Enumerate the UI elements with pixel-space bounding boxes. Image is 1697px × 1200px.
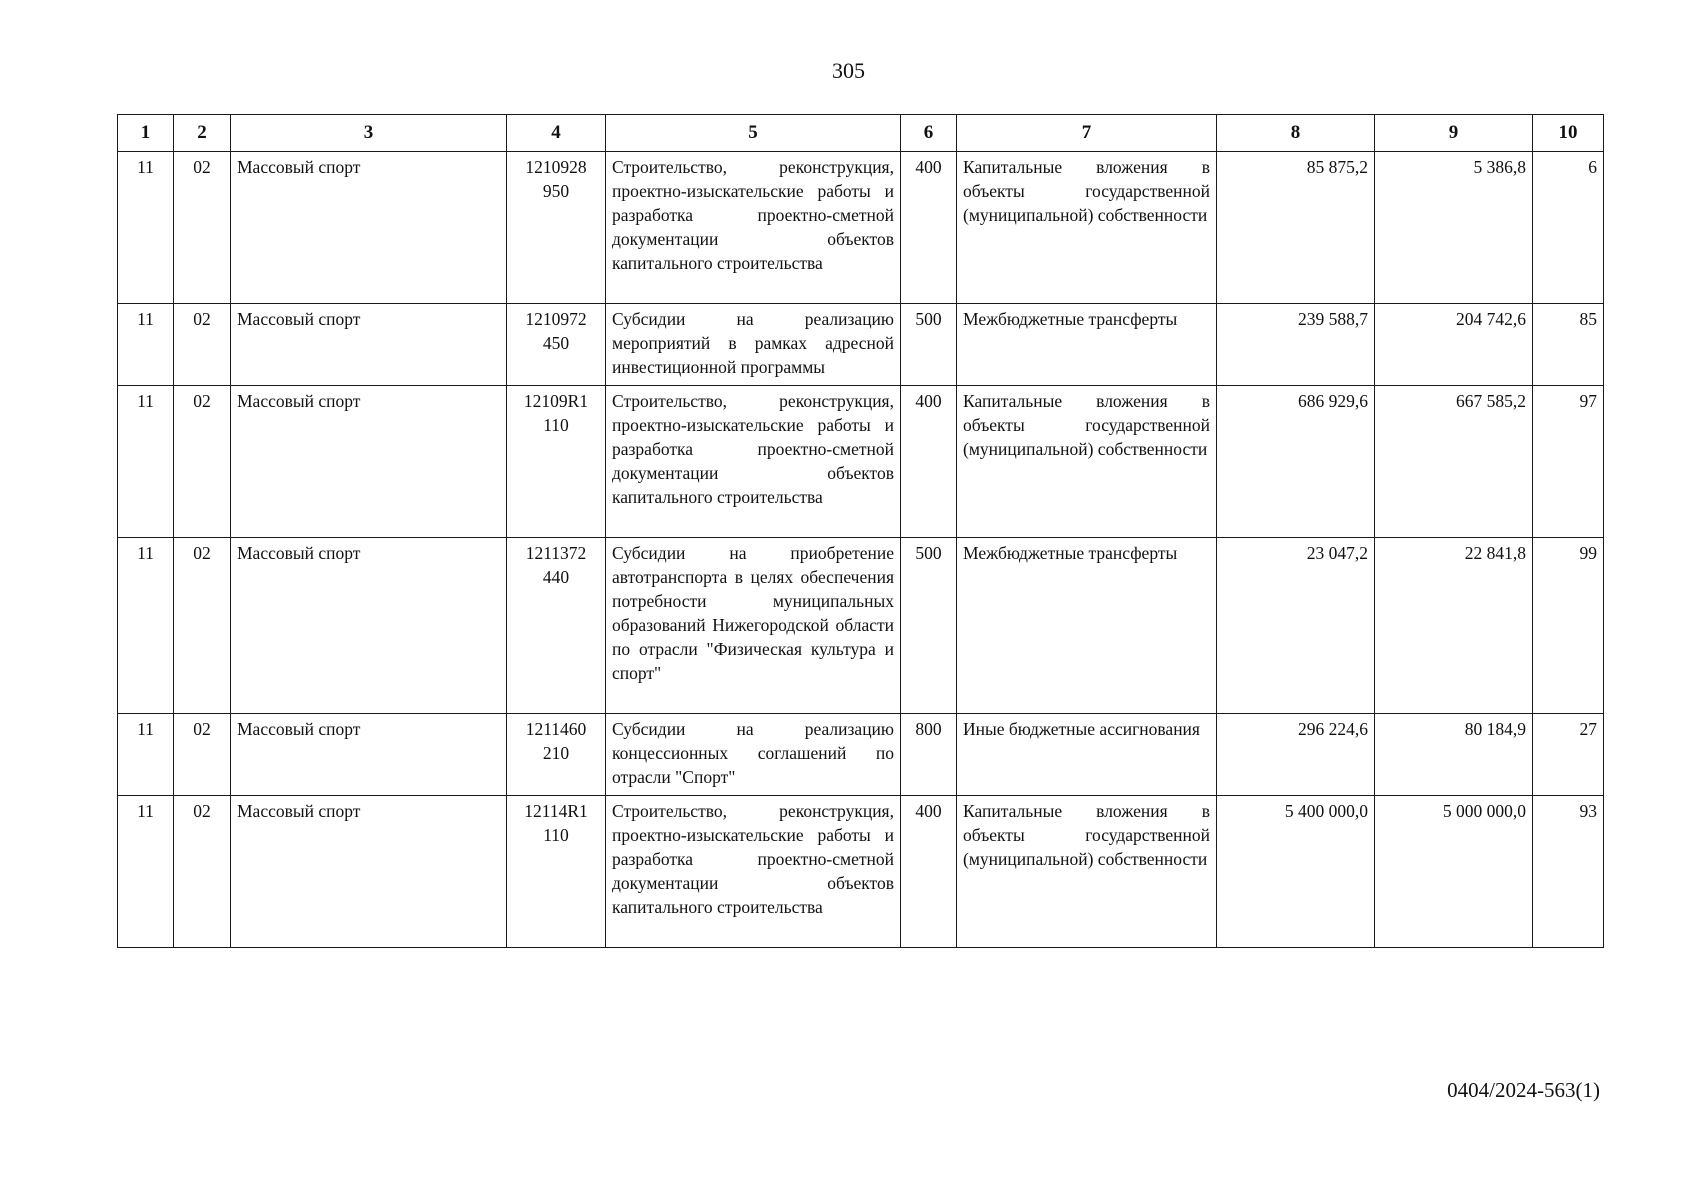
section-code: 11 [118, 304, 174, 386]
target-article-code: 12114R1 110 [507, 796, 606, 948]
amount-col8: 5 400 000,0 [1217, 796, 1375, 948]
column-header: 9 [1375, 115, 1533, 152]
budget-table [117, 114, 1604, 948]
column-header: 3 [231, 115, 507, 152]
expense-type-name: Межбюджетные трансферты [957, 538, 1217, 714]
target-article-name: Субсидии на реализацию мероприятий в рамках адресной инвестиционной программы [606, 304, 901, 386]
expense-type-name: Капитальные вложения в объекты государственной (муниципальной) собственности [957, 386, 1217, 538]
table-row [118, 304, 1604, 386]
percent-col10: 85 [1533, 304, 1604, 386]
expense-type-code: 500 [901, 538, 957, 714]
subsection-code: 02 [174, 304, 231, 386]
target-article-code: 12109R1 110 [507, 386, 606, 538]
subsection-name: Массовый спорт [231, 152, 507, 304]
subsection-code: 02 [174, 386, 231, 538]
subsection-code: 02 [174, 538, 231, 714]
subsection-name: Массовый спорт [231, 386, 507, 538]
amount-col9: 667 585,2 [1375, 386, 1533, 538]
expense-type-name: Иные бюджетные ассигнования [957, 714, 1217, 796]
column-header: 1 [118, 115, 174, 152]
section-code: 11 [118, 538, 174, 714]
subsection-name: Массовый спорт [231, 538, 507, 714]
column-header: 2 [174, 115, 231, 152]
amount-col8: 239 588,7 [1217, 304, 1375, 386]
subsection-code: 02 [174, 796, 231, 948]
target-article-code: 1211460 210 [507, 714, 606, 796]
document-id: 0404/2024-563(1) [1447, 1078, 1600, 1102]
expense-type-code: 400 [901, 386, 957, 538]
header-row [118, 115, 1604, 152]
section-code: 11 [118, 152, 174, 304]
expense-type-name: Межбюджетные трансферты [957, 304, 1217, 386]
amount-col9: 22 841,8 [1375, 538, 1533, 714]
amount-col9: 5 000 000,0 [1375, 796, 1533, 948]
percent-col10: 27 [1533, 714, 1604, 796]
table-row [118, 152, 1604, 304]
amount-col8: 296 224,6 [1217, 714, 1375, 796]
amount-col9: 204 742,6 [1375, 304, 1533, 386]
expense-type-name: Капитальные вложения в объекты государственной (муниципальной) собственности [957, 796, 1217, 948]
table-row [118, 538, 1604, 714]
amount-col8: 23 047,2 [1217, 538, 1375, 714]
target-article-name: Субсидии на приобретение автотранспорта в целях обеспечения потребности муниципальных образований Нижегородской области по отрасли "Физическая культура и спорт" [606, 538, 901, 714]
amount-col8: 686 929,6 [1217, 386, 1375, 538]
amount-col9: 80 184,9 [1375, 714, 1533, 796]
amount-col8: 85 875,2 [1217, 152, 1375, 304]
column-header: 6 [901, 115, 957, 152]
target-article-code: 1210928 950 [507, 152, 606, 304]
percent-col10: 99 [1533, 538, 1604, 714]
percent-col10: 6 [1533, 152, 1604, 304]
percent-col10: 97 [1533, 386, 1604, 538]
percent-col10: 93 [1533, 796, 1604, 948]
section-code: 11 [118, 386, 174, 538]
target-article-name: Строительство, реконструкция, проектно-изыскательские работы и разработка проектно-сметной документации объектов капитального строительства [606, 386, 901, 538]
subsection-name: Массовый спорт [231, 714, 507, 796]
page-number: 305 [832, 58, 865, 83]
expense-type-name: Капитальные вложения в объекты государственной (муниципальной) собственности [957, 152, 1217, 304]
table-row [118, 796, 1604, 948]
subsection-code: 02 [174, 714, 231, 796]
target-article-name: Строительство, реконструкция, проектно-изыскательские работы и разработка проектно-сметной документации объектов капитального строительства [606, 152, 901, 304]
expense-type-code: 400 [901, 796, 957, 948]
target-article-name: Строительство, реконструкция, проектно-изыскательские работы и разработка проектно-сметной документации объектов капитального строительства [606, 796, 901, 948]
amount-col9: 5 386,8 [1375, 152, 1533, 304]
subsection-name: Массовый спорт [231, 304, 507, 386]
target-article-name: Субсидии на реализацию концессионных соглашений по отрасли "Спорт" [606, 714, 901, 796]
expense-type-code: 800 [901, 714, 957, 796]
column-header: 4 [507, 115, 606, 152]
column-header: 8 [1217, 115, 1375, 152]
column-header: 7 [957, 115, 1217, 152]
column-header: 5 [606, 115, 901, 152]
section-code: 11 [118, 714, 174, 796]
target-article-code: 1210972 450 [507, 304, 606, 386]
expense-type-code: 400 [901, 152, 957, 304]
section-code: 11 [118, 796, 174, 948]
expense-type-code: 500 [901, 304, 957, 386]
table-row [118, 714, 1604, 796]
subsection-name: Массовый спорт [231, 796, 507, 948]
column-header: 10 [1533, 115, 1604, 152]
target-article-code: 1211372 440 [507, 538, 606, 714]
table-row [118, 386, 1604, 538]
subsection-code: 02 [174, 152, 231, 304]
